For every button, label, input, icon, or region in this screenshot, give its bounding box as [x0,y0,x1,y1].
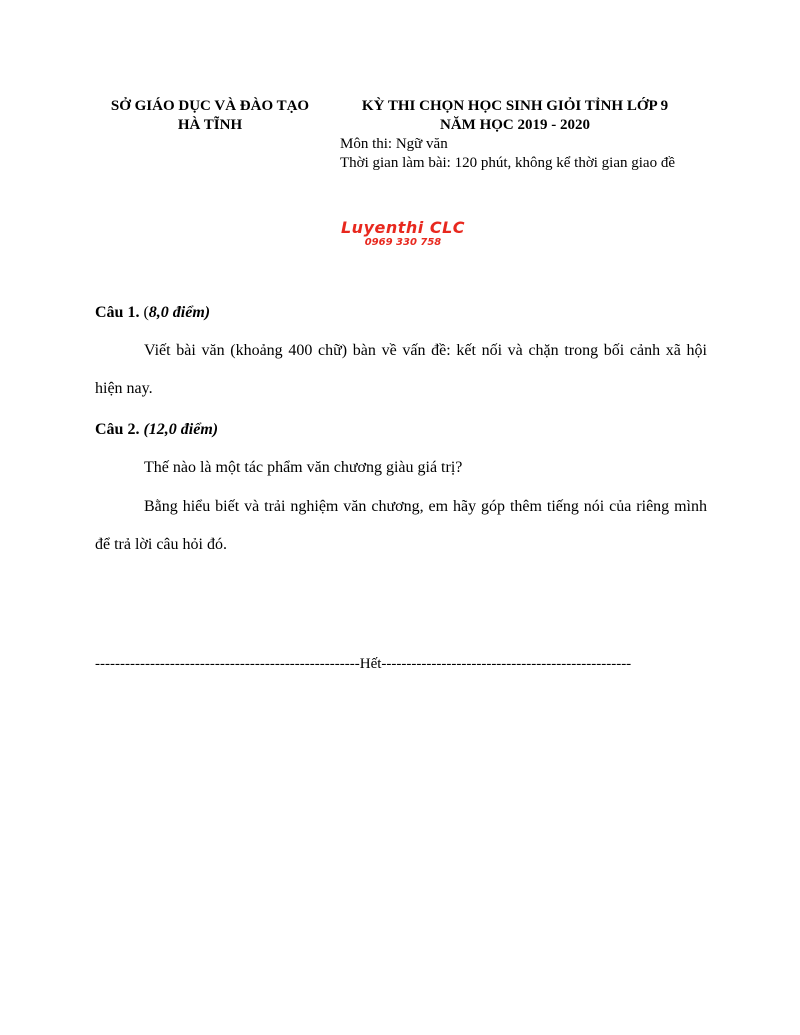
exam-title: KỲ THI CHỌN HỌC SINH GIỎI TỈNH LỚP 9 [361,98,669,114]
exam-info-block [340,97,740,173]
question-2-prompt-1: Thế nào là một tác phẩm văn chương giàu giá trị? [144,459,463,476]
exam-subject: Môn thi: Ngữ văn [340,136,448,152]
end-dashes-left: ----------------------------------------------------- [95,656,360,672]
exam-duration: Thời gian làm bài: 120 phút, không kể thời gian giao đề [340,155,675,171]
question-1-points: 8,0 điểm) [148,304,211,321]
end-dashes-right: -------------------------------------------------- [381,656,632,672]
question-2-points: (12,0 điểm) [143,421,219,438]
school-year: NĂM HỌC 2019 - 2020 [440,117,590,133]
watermark-logo [328,219,478,249]
end-of-exam-line [95,654,707,674]
end-marker: Hết [359,656,382,672]
question-2-prompt-2: Bằng hiểu biết và trải nghiệm văn chương, em hãy góp thêm tiếng nói của riêng mình để trả lời câu hỏi đó. [95,498,707,553]
issuer-province: HÀ TĨNH [177,117,243,133]
question-1-title [95,303,210,323]
question-1-prompt: Viết bài văn (khoảng 400 chữ) bàn về vấn đề: kết nối và chặn trong bối cảnh xã hội hiện nay. [95,342,707,397]
watermark-phone: 0969 330 758 [364,237,442,248]
issuer-block [95,97,325,135]
question-2-title [95,420,218,440]
issuer-department: SỞ GIÁO DỤC VÀ ĐÀO TẠO [110,98,310,114]
question-1-points-open: ( [143,304,149,321]
question-1-label: Câu 1. [95,304,140,321]
watermark-brand: Luyenthi CLC [340,218,466,237]
question-2-label: Câu 2. [95,421,140,438]
